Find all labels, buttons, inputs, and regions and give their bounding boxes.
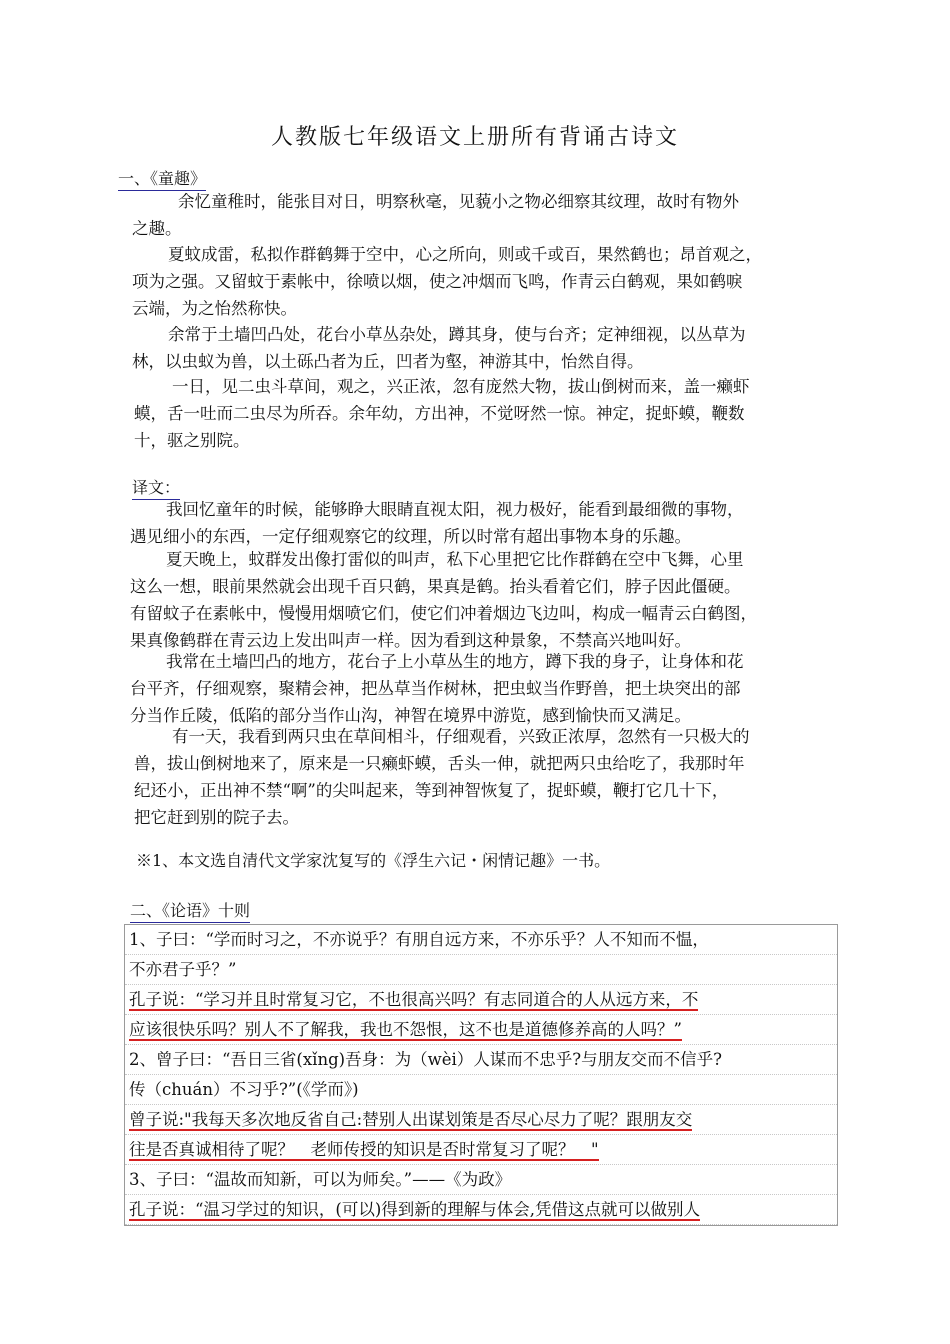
original-line: 传（chuán）不习乎?”(《学而》): [129, 1080, 359, 1099]
paragraph: [132, 723, 842, 831]
paragraph-line: 有一天，我看到两只虫在草间相斗，仔细观看，兴致正浓厚，忽然有一只极大的: [172, 727, 750, 746]
translation-line: 孔子说：“学习并且时常复习它，不也很高兴吗？有志同道合的人从远方来，不: [129, 990, 699, 1009]
translation-line: 往是否真诚相待了呢？ 老师传授的知识是否时常复习了呢？ ": [129, 1140, 599, 1159]
paragraph: [130, 546, 840, 654]
section-heading-label: 一、《童趣》: [118, 166, 206, 191]
paragraph: [132, 241, 842, 322]
paragraph: [130, 496, 840, 550]
paragraph-line: 云端，为之怡然称快。: [132, 299, 297, 318]
paragraph-line: 一日，见二虫斗草间，观之，兴正浓，忽有庞然大物，拔山倒树而来，盖一癞虾: [172, 377, 750, 396]
paragraph-line: 林，以虫蚁为兽，以土砾凸者为丘，凹者为壑，神游其中，怡然自得。: [132, 352, 644, 371]
original-line: 1、子曰：“学而时习之，不亦说乎？有朋自远方来，不亦乐乎？人不知而不愠，: [129, 930, 709, 949]
section-heading-lunyu: [130, 898, 250, 923]
source-note: ※1、本文选自清代文学家沈复写的《浮生六记・闲情记趣》一书。: [136, 851, 611, 870]
lunyu-row: [125, 1045, 837, 1075]
lunyu-row: [125, 1105, 837, 1135]
lunyu-row: [125, 1165, 837, 1195]
paragraph-line: 夏天晚上，蚊群发出像打雷似的叫声，私下心里把它比作群鹤在空中飞舞，心里: [166, 550, 744, 569]
lunyu-row: [125, 925, 837, 955]
lunyu-row: [125, 1075, 837, 1105]
paragraph-line: 项为之强。又留蚊于素帐中，徐喷以烟，使之冲烟而飞鸣，作青云白鹤观，果如鹤唳: [132, 272, 743, 291]
lunyu-row: [125, 955, 837, 985]
lunyu-row: [125, 985, 837, 1015]
translation-line: 孔子说：“温习学过的知识，(可以)得到新的理解与体会,凭借这点就可以做别人: [129, 1200, 701, 1219]
translation-line: 曾子说:"我每天多次地反省自己:替别人出谋划策是否尽心尽力了呢？跟朋友交: [129, 1110, 693, 1129]
paragraph-line: 十，驱之别院。: [134, 431, 250, 450]
paragraph-line: 余常于土墙凹凸处，花台小草丛杂处，蹲其身，使与台齐；定神细视，以丛草为: [168, 325, 746, 344]
paragraph-line: 有留蚊子在素帐中，慢慢用烟喷它们，使它们冲着烟边飞边叫，构成一幅青云白鹤图，: [130, 604, 757, 623]
paragraph-line: 我回忆童年的时候，能够睁大眼睛直视太阳，视力极好，能看到最细微的事物，: [166, 500, 744, 519]
translation-line: 应该很快乐吗？别人不了解我，我也不怨恨，这不也是道德修养高的人吗？”: [129, 1020, 682, 1039]
paragraph-line: 把它赶到别的院子去。: [134, 808, 299, 827]
paragraph-line: 我常在土墙凹凸的地方，花台子上小草丛生的地方，蹲下我的身子，让身体和花: [166, 652, 744, 671]
paragraph-line: 果真像鹤群在青云边上发出叫声一样。因为看到这种景象，不禁高兴地叫好。: [130, 631, 691, 650]
paragraph-line: 兽，拔山倒树地来了，原来是一只癞虾蟆，舌头一伸，就把两只虫给吃了，我那时年: [134, 754, 745, 773]
original-line: 3、子曰：“温故而知新，可以为师矣。”——《为政》: [129, 1170, 512, 1189]
paragraph-line: 蟆，舌一吐而二虫尽为所吞。余年幼，方出神，不觉呀然一惊。神定，捉虾蟆，鞭数: [134, 404, 745, 423]
page-title: 人教版七年级语文上册所有背诵古诗文: [270, 125, 679, 150]
paragraph-line: 台平齐，仔细观察，聚精会神，把丛草当作树林，把虫蚁当作野兽，把土块突出的部: [130, 679, 741, 698]
paragraph-line: 纪还小，正出神不禁“啊”的尖叫起来，等到神智恢复了，捉虾蟆，鞭打它几十下，: [134, 781, 729, 800]
paragraph-line: 这么一想，眼前果然就会出现千百只鹤，果真是鹤。抬头看着它们，脖子因此僵硬。: [130, 577, 741, 596]
paragraph-line: 分当作丘陵，低陷的部分当作山沟，神智在境界中游览，感到愉快而又满足。: [130, 706, 691, 725]
original-line: 不亦君子乎？”: [129, 960, 237, 979]
paragraph: [132, 373, 842, 454]
lunyu-table: [124, 924, 838, 1226]
original-line: 2、曾子曰：“吾日三省(xǐng)吾身：为（wèi）人谋而不忠乎?与朋友交而不信乎?: [129, 1050, 722, 1069]
paragraph: [132, 188, 842, 242]
paragraph-line: 夏蚊成雷，私拟作群鹤舞于空中，心之所向，则或千或百，果然鹤也；昂首观之，: [168, 245, 762, 264]
paragraph: [130, 648, 840, 729]
paragraph-line: 之趣。: [132, 219, 182, 238]
paragraph-line: 余忆童稚时，能张目对日，明察秋毫，见藐小之物必细察其纹理，故时有物外: [178, 192, 739, 211]
section-heading-label: 译文：: [132, 475, 180, 500]
lunyu-row: [125, 1135, 837, 1165]
lunyu-row: [125, 1015, 837, 1045]
section-heading-label: 二、《论语》十则: [130, 898, 250, 923]
paragraph: [132, 321, 842, 375]
lunyu-row: [125, 1195, 837, 1225]
paragraph-line: 遇见细小的东西，一定仔细观察它的纹理，所以时常有超出事物本身的乐趣。: [130, 527, 691, 546]
